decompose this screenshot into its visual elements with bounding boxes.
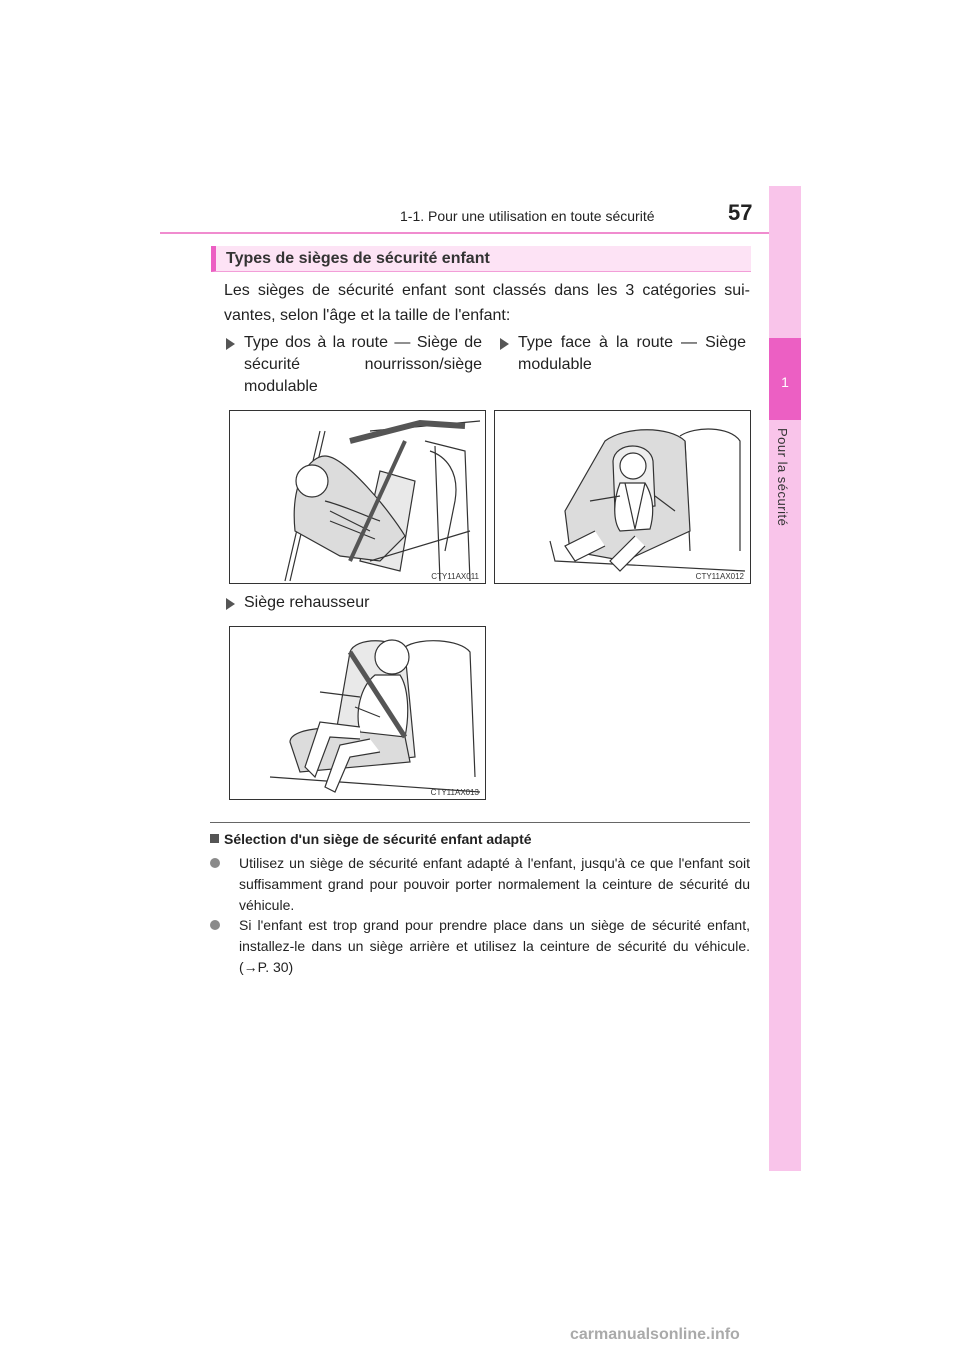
figure-code: CTY11AX012 [695,572,744,581]
chapter-side-tab [769,186,801,1171]
section-heading: Types de sièges de sécurité enfant [226,250,490,267]
square-bullet-icon [210,834,219,843]
rear-facing-seat-illustration [230,411,485,583]
figure-code: CTY11AX011 [431,572,479,581]
bullet-dot-icon [210,858,220,868]
arrow-right-icon [500,338,509,350]
figure-forward-facing-seat [494,410,751,584]
list-item [210,915,750,979]
subsection-divider [210,822,750,823]
option-label: Type dos à la route — Siège de sécurité nourrisson/siège modulable [244,334,482,395]
figure-code: CTY11AX013 [430,788,479,797]
list-item [210,853,750,917]
booster-seat-illustration [230,627,485,799]
option-rear-facing [226,332,486,402]
option-booster-seat [226,592,486,616]
forward-facing-seat-illustration [495,411,750,583]
option-label: Type face à la route — Siège modulable [518,334,746,373]
watermark: carmanualsonline.info [570,1326,740,1343]
page-number: 57 [728,200,753,225]
list-item-text: Utilisez un siège de sécurité enfant adapté à l'enfant, jusqu'à ce que l'enfant soit suffisamment grand pour pouvoir porter normalement la ceinture de sécurité du véhicule. [239,855,750,913]
chapter-number: 1 [781,374,789,390]
list-item-text: Si l'enfant est trop grand pour prendre place dans un siège de sécurité enfant, installez-le dans un siège arrière et utilisez la ceinture de sécurité du véhicule. (→P. 30) [239,917,750,975]
section-intro: Les sièges de sécurité enfant sont classés dans les 3 catégories sui-vantes, selon l'âge et la taille de l'enfant: [224,282,750,324]
figure-booster-seat [229,626,486,800]
running-header-title: 1-1. Pour une utilisation en toute sécurité [400,208,655,224]
section-heading-bar [211,246,751,272]
arrow-right-icon [226,598,235,610]
bullet-dot-icon [210,920,220,930]
subsection-heading-text: Sélection d'un siège de sécurité enfant adapté [224,831,532,847]
option-label: Siège rehausseur [244,594,370,611]
arrow-right-icon [226,338,235,350]
figure-rear-facing-seat [229,410,486,584]
subsection-heading [210,831,532,847]
chapter-label: Pour la sécurité [775,428,790,527]
option-forward-facing [500,332,750,382]
header-divider [160,232,800,234]
